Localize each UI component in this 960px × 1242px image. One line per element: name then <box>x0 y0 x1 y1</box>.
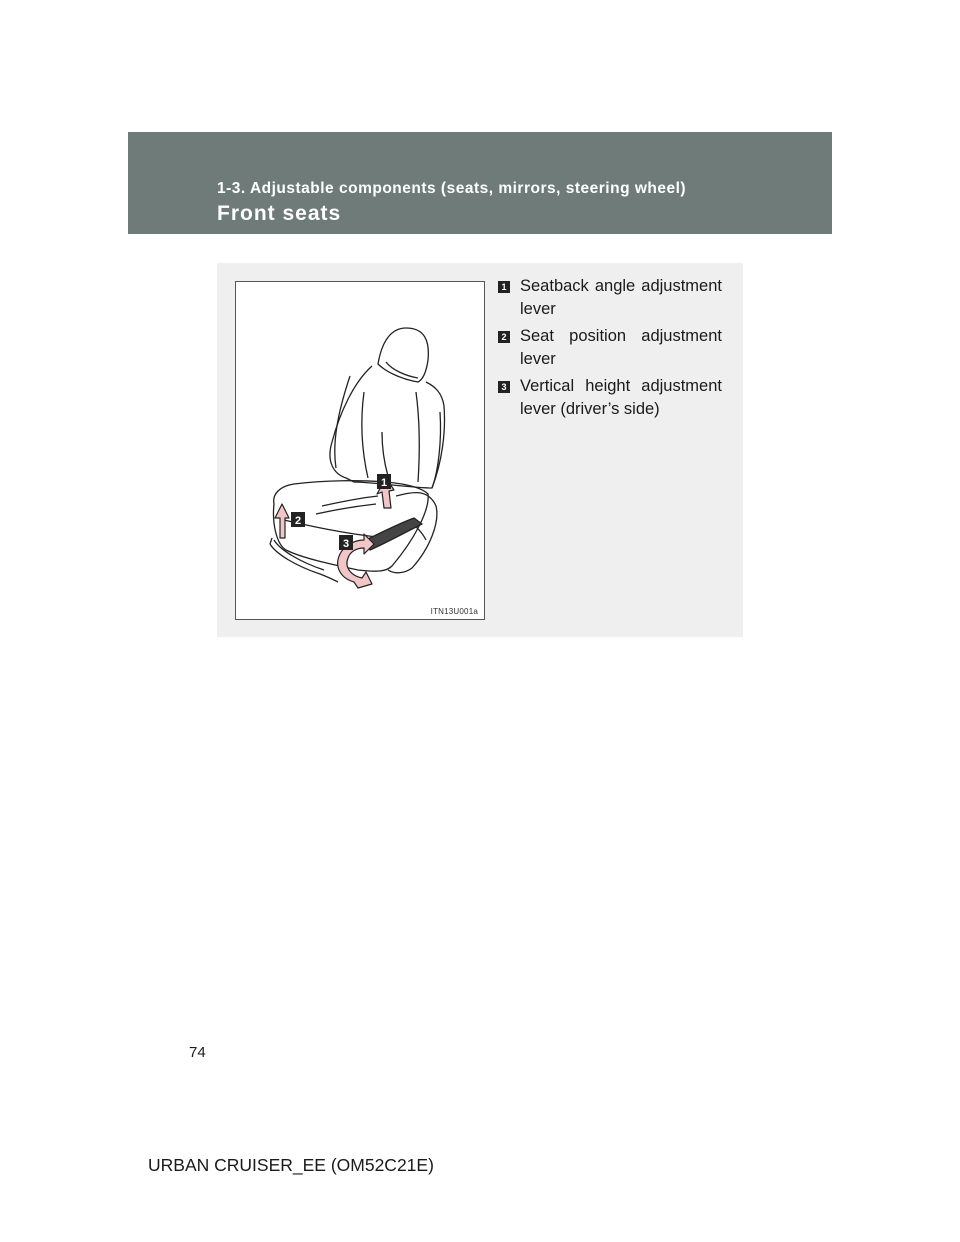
callout-2 <box>291 512 305 527</box>
page-title: Front seats <box>217 202 342 225</box>
breadcrumb: 1-3. Adjustable components (seats, mirrors, steering wheel) <box>217 180 687 197</box>
footer-model-code: URBAN CRUISER_EE (OM52C21E) <box>148 1155 434 1175</box>
number-badge: 1 <box>498 281 510 293</box>
legend-text: Seatback angle adjustment lever <box>520 277 722 318</box>
legend-text: Vertical height adjustment lever (driver’s side) <box>520 377 722 418</box>
figure-code: ITN13U001a <box>430 607 478 616</box>
legend-item <box>496 275 722 321</box>
number-badge: 3 <box>498 381 510 393</box>
callout-2-label: 2 <box>294 515 302 527</box>
legend-item <box>496 325 722 371</box>
callout-3-label: 3 <box>342 538 350 550</box>
legend-list <box>496 275 722 425</box>
legend-text: Seat position adjustment lever <box>520 327 722 368</box>
seat-illustration <box>235 281 485 620</box>
legend-item <box>496 375 722 421</box>
number-badge: 2 <box>498 331 510 343</box>
page-number: 74 <box>189 1044 206 1061</box>
callout-3 <box>339 535 353 550</box>
callout-1 <box>377 474 391 489</box>
callout-1-label: 1 <box>380 477 388 489</box>
section-header <box>128 132 832 234</box>
content-panel <box>217 263 743 637</box>
seat-drawing <box>236 282 484 619</box>
